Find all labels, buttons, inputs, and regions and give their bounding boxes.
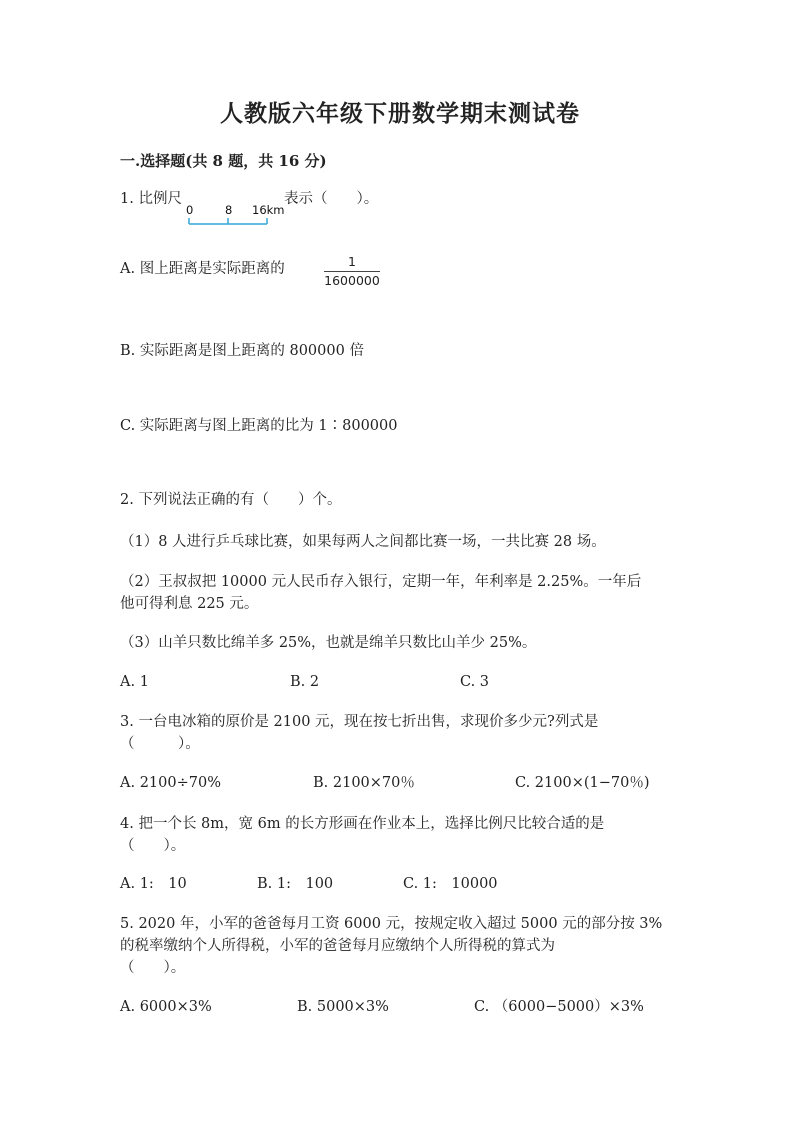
scale-label-16km: 16km [252,203,285,217]
scale-label-0: 0 [186,203,194,217]
q3-option-a: A. 2100÷70% [120,775,221,791]
q3-option-c: C. 2100×(1−70％) [515,775,650,791]
q1-option-c: C. 实际距离与图上距离的比为 1∶800000 [120,418,398,434]
q5-stem-line1: 5. 2020 年，小军的爸爸每月工资 6000 元，按规定收入超过 5000 元的部分按 3% [120,916,663,932]
q5-option-c: C. （6000−5000）×3% [474,999,644,1015]
scale-label-8: 8 [225,203,233,217]
q2-option-a: A. 1 [120,674,149,690]
q1-stem-suffix: 表示（ ）。 [284,191,379,207]
q2-option-c: C. 3 [460,674,490,690]
q2-option-b: B. 2 [290,674,320,690]
q5-stem-line3: （ ）。 [120,960,186,976]
q2-stem: 2. 下列说法正确的有（ ）个。 [120,492,342,508]
q2-statement-1: （1）8 人进行乒乓球比赛，如果每两人之间都比赛一场，一共比赛 28 场。 [120,534,606,550]
fraction-denominator: 1600000 [324,273,380,288]
q4-stem-line1: 4. 把一个长 8m，宽 6m 的长方形画在作业本上，选择比例尺比较合适的是 [120,816,605,832]
q3-stem-line1: 3. 一台电冰箱的原价是 2100 元，现在按七折出售，求现价多少元?列式是 [120,714,599,730]
q5-option-b: B. 5000×3% [297,999,389,1015]
q5-option-a: A. 6000×3% [120,999,212,1015]
q1-stem-prefix: 1. 比例尺 [120,191,182,207]
q4-option-c: C. 1: 10000 [403,876,498,892]
q2-statement-2-line2: 他可得利息 225 元。 [120,596,259,612]
q2-statement-3: （3）山羊只数比绵羊多 25%，也就是绵羊只数比山羊少 25%。 [120,635,537,651]
section-heading: 一.选择题(共 8 题，共 16 分) [120,152,327,170]
fraction-numerator: 1 [348,254,356,269]
q4-stem-line2: （ ）。 [120,838,186,854]
q1-option-b: B. 实际距离是图上距离的 800000 倍 [120,343,364,359]
q5-stem-line2: 的税率缴纳个人所得税，小军的爸爸每月应缴纳个人所得税的算式为 [120,938,555,954]
q3-stem-line2: （ ）。 [120,736,200,752]
fraction-bar [324,271,380,272]
q2-statement-2-line1: （2）王叔叔把 10000 元人民币存入银行，定期一年，年利率是 2.25%。一年后 [120,574,642,590]
page-title: 人教版六年级下册数学期末测试卷 [220,100,580,127]
q1-option-a: A. 图上距离是实际距离的 [120,261,285,277]
q4-option-a: A. 1: 10 [120,876,187,892]
scale-bar-line [186,203,286,227]
q1-option-a-fraction [324,254,380,289]
q3-option-b: B. 2100×70％ [313,775,415,791]
scale-bar-figure [186,203,286,227]
q4-option-b: B. 1: 100 [257,876,334,892]
